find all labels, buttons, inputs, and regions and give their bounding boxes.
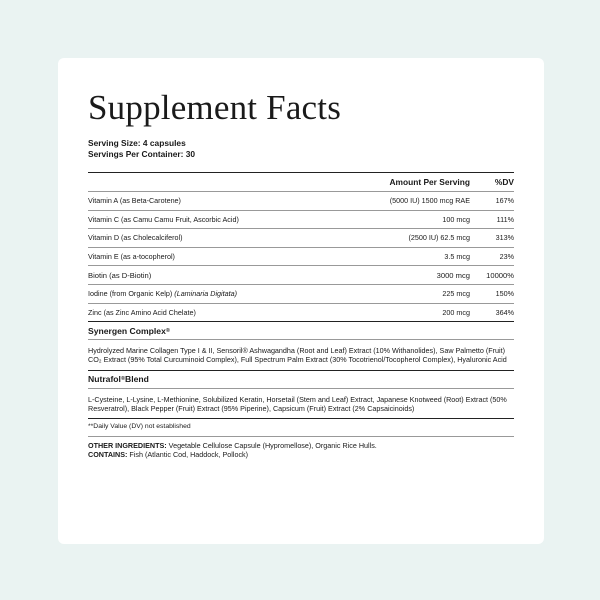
supplement-facts-label <box>58 58 544 544</box>
registered-mark: ® <box>120 376 126 383</box>
nutrient-row <box>88 191 514 210</box>
nutrient-amount: 3000 mcg <box>436 270 470 280</box>
contains-label: CONTAINS: <box>88 449 128 459</box>
other-ingredients-text: Vegetable Cellulose Capsule (Hypromellose), Organic Rice Hulls. <box>166 440 377 450</box>
synergen-title: Synergen Complex ® <box>88 321 514 339</box>
nutrient-dv: 150% <box>495 289 514 299</box>
serving-size: Serving Size: 4 capsules <box>88 138 186 148</box>
nutrient-table <box>88 191 514 321</box>
amount-header: Amount Per Serving <box>389 177 470 187</box>
synergen-ingredients: Hydrolyzed Marine Collagen Type I & II, Sensoril® Ashwagandha (Root and Leaf) Extract (10% Withanolides), Saw Palmetto (Fruit) CO₂ Extract (95% Total Curcuminoid Complex), Full Spectrum Palm Extract (30% Tocotrienol/Tocopherol Complex), Hyaluronic Acid <box>88 339 514 369</box>
nutrient-name: Biotin (as D-Biotin) <box>88 270 152 280</box>
nutrafol-title: Nutrafol ® Blend <box>88 370 514 388</box>
nutrient-dv: 313% <box>495 233 514 243</box>
other-ingredients-label: OTHER INGREDIENTS: <box>88 440 167 450</box>
nutrient-latin-name: (Laminaria Digitata) <box>174 289 238 299</box>
page-title: Supplement Facts <box>88 88 342 127</box>
nutrient-dv: 111% <box>496 214 514 224</box>
nutrient-row <box>88 284 514 303</box>
nutrient-amount: (5000 IU) 1500 mcg RAE <box>389 196 470 206</box>
nutrient-amount: 200 mcg <box>442 307 470 317</box>
nutrient-name: Zinc (as Zinc Amino Acid Chelate) <box>88 307 196 317</box>
table-header <box>88 173 514 191</box>
serving-info <box>88 138 514 160</box>
nutrient-dv: 23% <box>499 252 514 262</box>
nutrient-row <box>88 247 514 266</box>
nutrient-dv: 364% <box>495 307 514 317</box>
nutrient-dv: 167% <box>495 196 514 206</box>
dv-header: %DV <box>494 177 514 187</box>
nutrient-name: Vitamin C (as Camu Camu Fruit, Ascorbic Acid) <box>88 214 239 224</box>
nutrient-name: Vitamin E (as a-tocopherol) <box>88 252 175 262</box>
nutrient-dv: 10000% <box>486 270 514 280</box>
contains-text: Fish (Atlantic Cod, Haddock, Pollock) <box>127 449 249 459</box>
other-ingredients <box>88 436 514 459</box>
nutrient-amount: 225 mcg <box>442 289 470 299</box>
nutrient-row <box>88 303 514 322</box>
nutrient-amount: (2500 IU) 62.5 mcg <box>408 233 470 243</box>
nutrient-row <box>88 210 514 229</box>
nutrient-name: Iodine (from Organic Kelp) (Laminaria Digitata) <box>88 289 238 299</box>
servings-per-container: Servings Per Container: 30 <box>88 149 196 159</box>
nutrient-name: Vitamin D (as Cholecalciferol) <box>88 233 183 243</box>
dv-note: **Daily Value (DV) not established <box>88 418 514 436</box>
nutrafol-ingredients: L-Cysteine, L-Lysine, L-Methionine, Solubilized Keratin, Horsetail (Stem and Leaf) Extract, Japanese Knotweed (Root) Extract (50% Resveratrol), Black Pepper (Fruit) Extract (95% Piperine), Capsicum (Fruit) Extract (2% Capsaicinoids) <box>88 388 514 418</box>
nutrient-name: Vitamin A (as Beta-Carotene) <box>88 196 181 206</box>
nutrient-row <box>88 265 514 284</box>
registered-mark: ® <box>165 327 170 334</box>
nutrient-amount: 100 mcg <box>442 214 470 224</box>
nutrient-row <box>88 228 514 247</box>
nutrient-amount: 3.5 mcg <box>444 252 470 262</box>
